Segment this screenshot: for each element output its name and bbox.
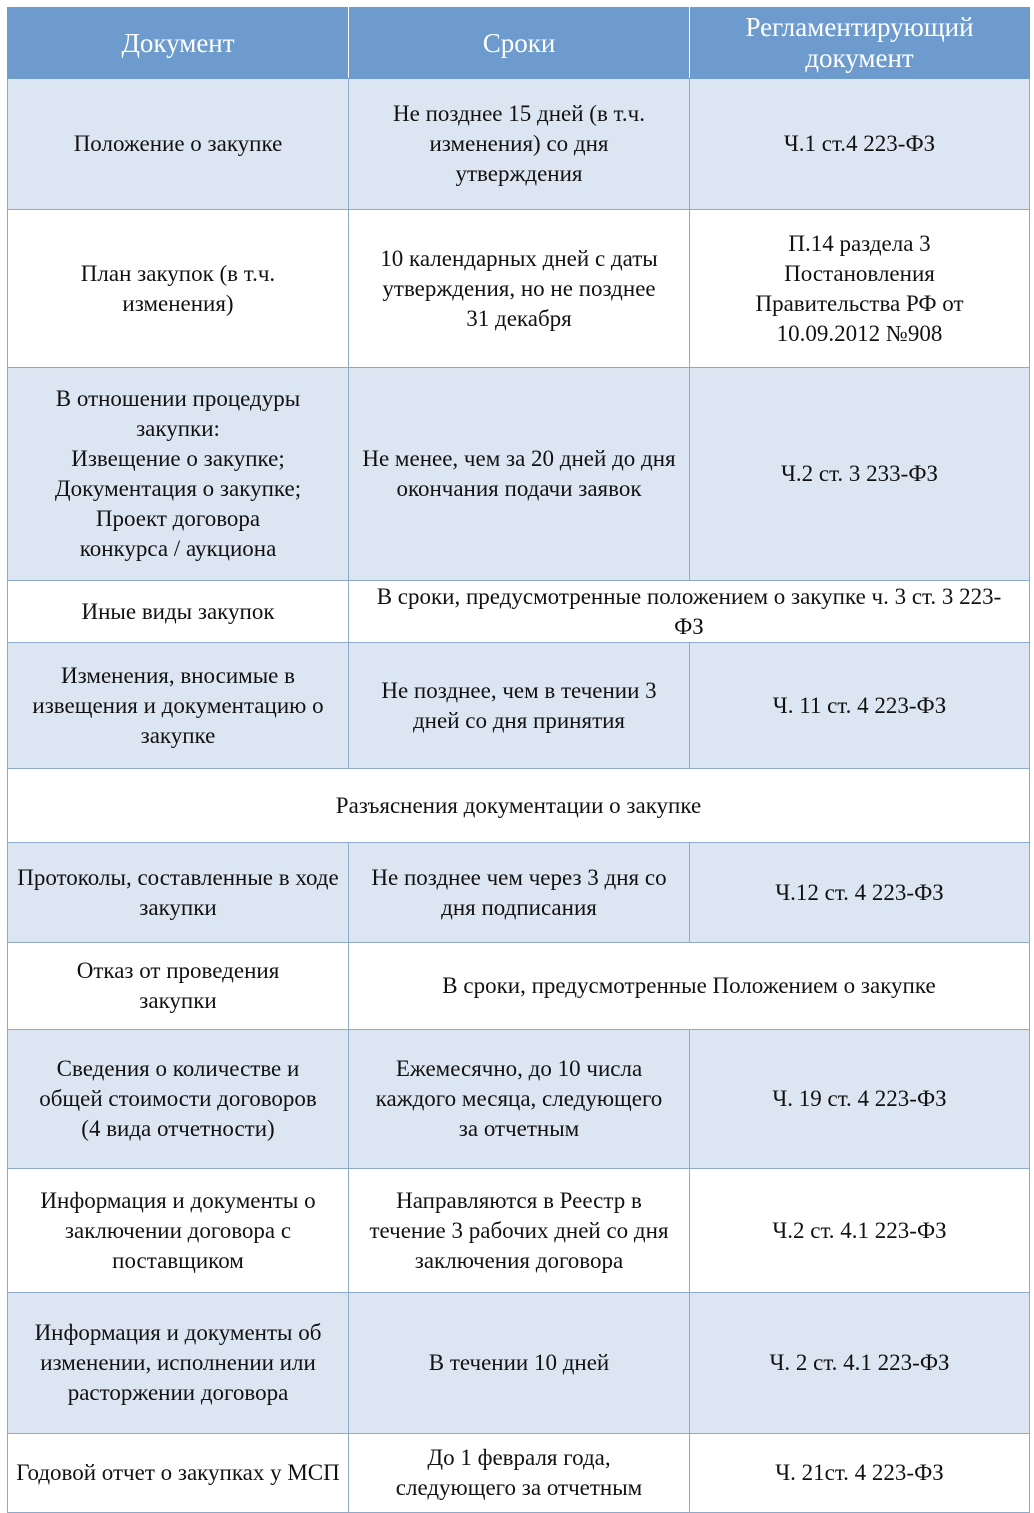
document-cell: Годовой отчет о закупках у МСП [8,1434,349,1513]
table-row [8,368,1030,581]
document-line: Документация о закупке; [54,476,302,501]
column-header-deadline: Сроки [349,8,690,79]
deadlines-table [7,7,1030,1513]
document-cell: Протоколы, составленные в ходе закупки [8,843,349,943]
regulation-cell: Ч.12 ст. 4 223-ФЗ [690,843,1030,943]
table-header-row [8,8,1030,79]
deadline-cell: Не позднее 15 дней (в т.ч. изменения) со дня утверждения [349,79,690,210]
table-row [8,1169,1030,1293]
deadline-cell: Направляются в Реестр в течение 3 рабочих дней со дня заключения договора [349,1169,690,1293]
document-line: В отношении процедуры закупки: [55,386,301,441]
table-row [8,843,1030,943]
document-cell [8,368,349,581]
regulation-cell: Ч. 11 ст. 4 223-ФЗ [690,643,1030,769]
deadline-cell: Не позднее чем через 3 дня со дня подписания [349,843,690,943]
document-cell: Иные виды закупок [8,581,349,643]
document-line: Проект договора конкурса / аукциона [79,506,277,561]
regulation-cell: П.14 раздела 3 Постановления Правительства РФ от 10.09.2012 №908 [690,210,1030,368]
table-row [8,1030,1030,1169]
document-cell: Положение о закупке [8,79,349,210]
section-cell: Разъяснения документации о закупке [8,769,1030,843]
deadline-cell: В течении 10 дней [349,1293,690,1434]
document-cell: Информация и документы об изменении, исполнении или расторжении договора [8,1293,349,1434]
document-cell: Изменения, вносимые в извещения и документацию о закупке [8,643,349,769]
regulation-cell: Ч.1 ст.4 223-ФЗ [690,79,1030,210]
regulation-cell: Ч. 19 ст. 4 223-ФЗ [690,1030,1030,1169]
regulation-cell: Ч.2 ст. 4.1 223-ФЗ [690,1169,1030,1293]
document-line: Извещение о закупке; [71,446,285,471]
table-row [8,1434,1030,1513]
document-cell: Сведения о количестве и общей стоимости договоров (4 вида отчетности) [8,1030,349,1169]
regulation-cell: Ч. 2 ст. 4.1 223-ФЗ [690,1293,1030,1434]
deadline-cell: Не позднее, чем в течении 3 дней со дня принятия [349,643,690,769]
deadline-merged-cell: В сроки, предусмотренные положением о закупке ч. 3 ст. 3 223-ФЗ [349,581,1030,643]
deadline-merged-cell: В сроки, предусмотренные Положением о закупке [349,943,1030,1030]
deadline-cell: До 1 февраля года, следующего за отчетным [349,1434,690,1513]
deadline-cell: Ежемесячно, до 10 числа каждого месяца, следующего за отчетным [349,1030,690,1169]
table-row [8,943,1030,1030]
document-cell: План закупок (в т.ч. изменения) [8,210,349,368]
document-cell: Отказ от проведения закупки [8,943,349,1030]
table-row [8,210,1030,368]
column-header-regulation: Регламентирующий документ [690,8,1030,79]
deadline-cell: Не менее, чем за 20 дней до дня окончания подачи заявок [349,368,690,581]
regulation-cell: Ч.2 ст. 3 233-ФЗ [690,368,1030,581]
table-row [8,1293,1030,1434]
deadline-cell: 10 календарных дней с даты утверждения, но не позднее 31 декабря [349,210,690,368]
table-row [8,581,1030,643]
column-header-document: Документ [8,8,349,79]
table-row [8,769,1030,843]
regulation-cell: Ч. 21ст. 4 223-ФЗ [690,1434,1030,1513]
table-row [8,79,1030,210]
document-cell: Информация и документы о заключении договора с поставщиком [8,1169,349,1293]
table-row [8,643,1030,769]
